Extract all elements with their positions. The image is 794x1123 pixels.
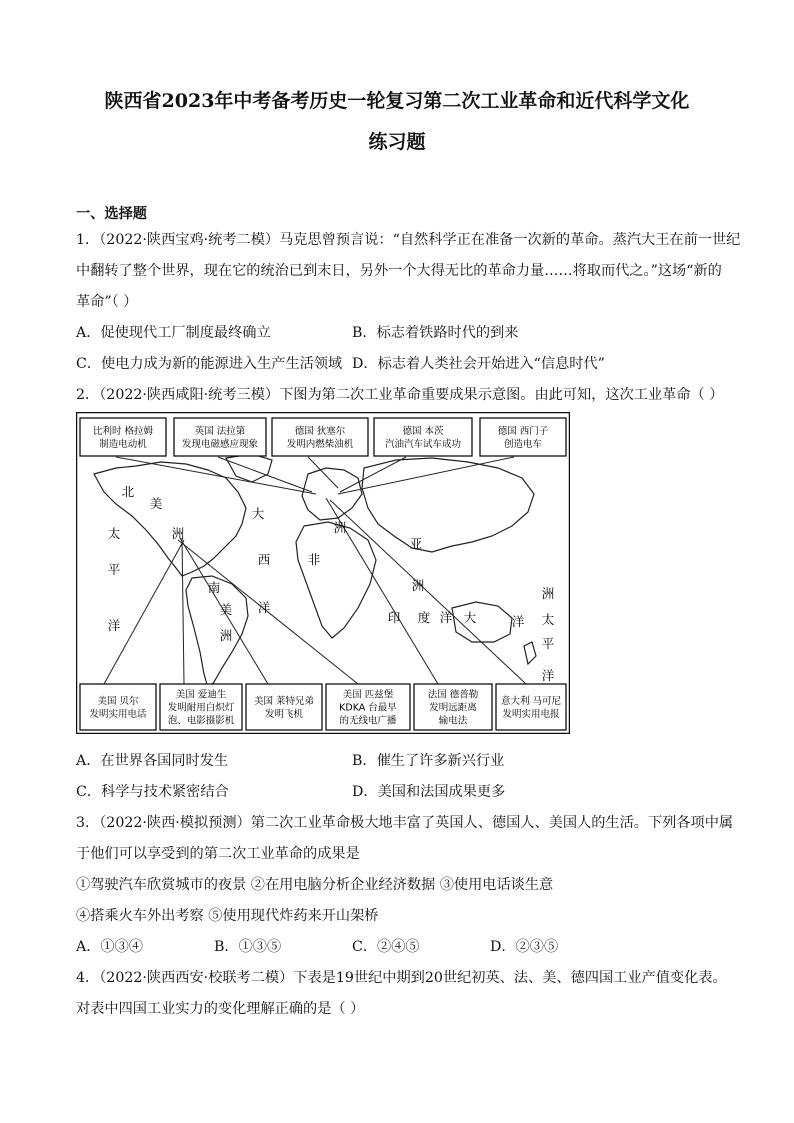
bottom-caption-box-2-line-2: 发明耐用白炽灯 xyxy=(167,702,235,714)
bottom-caption-box-2-line-3: 泡、电影摄影机 xyxy=(167,715,235,727)
top-caption-box-3 xyxy=(272,418,368,456)
q2-stem: 2．（2022·陕西咸阳·统考三模）下图为第二次工业革命重要成果示意图。由此可知，这次工业革命（ ） xyxy=(76,387,724,403)
map-label-18: 度 xyxy=(417,610,431,625)
bottom-caption-box-1-line-2: 发明实用电话 xyxy=(89,709,147,720)
top-caption-boxes xyxy=(80,418,566,456)
map-label-3: 洲 xyxy=(171,526,185,541)
industrial-revolution-map-figure xyxy=(76,412,570,734)
q2-option-c: C．科学与技术紧密结合 xyxy=(76,784,229,800)
q1-stem-line2: 中翻转了整个世界，现在它的统治已到末日，另外一个大得无比的革命力量……将取而代之。”这场“新的 xyxy=(76,263,722,279)
top-caption-box-4-line-1: 德国 本茨 xyxy=(402,426,444,437)
map-label-5: 平 xyxy=(107,562,121,577)
map-label-15: 亚 xyxy=(409,536,423,551)
q3-stem-line2: 于他们可以享受到的第二次工业革命的成果是 xyxy=(76,846,360,862)
map-label-6: 洋 xyxy=(107,618,121,633)
q1-option-b: B．标志着铁路时代的到来 xyxy=(352,325,519,341)
map-label-14: 洲 xyxy=(333,520,347,535)
bottom-caption-box-4-line-3: 的无线电广播 xyxy=(339,715,397,727)
map-label-21: 洋 xyxy=(511,614,525,629)
bottom-caption-box-5 xyxy=(414,684,492,730)
map-label-11: 西 xyxy=(257,552,271,567)
bottom-caption-box-4-line-2: KDKA 台最早 xyxy=(339,702,397,714)
q2-option-a: A．在世界各国同时发生 xyxy=(76,753,229,769)
q1-stem-line3: 革命”（ ） xyxy=(76,294,138,310)
map-label-2: 美 xyxy=(149,496,163,511)
top-caption-box-2-line-2: 发现电磁感应现象 xyxy=(181,439,259,450)
map-label-22: 洲 xyxy=(541,586,555,601)
q3-option-d: D．②③⑤ xyxy=(490,939,559,955)
q3-stem-line1: 3．（2022·陕西·模拟预测）第二次工业革命极大地丰富了英国人、德国人、美国人的生活。下列各项中属 xyxy=(76,815,734,831)
map-label-1: 北 xyxy=(121,484,135,499)
map-label-20: 大 xyxy=(463,610,477,625)
q2-option-d: D．美国和法国成果更多 xyxy=(352,784,506,800)
bottom-caption-box-1-line-1: 美国 贝尔 xyxy=(97,696,139,707)
page-subtitle: 练习题 xyxy=(368,131,426,153)
map-label-19: 洋 xyxy=(439,610,453,625)
bottom-caption-box-3 xyxy=(246,684,322,730)
map-label-16: 洲 xyxy=(411,578,425,593)
map-label-23: 太 xyxy=(541,612,555,627)
bottom-caption-box-5-line-3: 输电法 xyxy=(438,715,468,727)
top-caption-box-4 xyxy=(374,418,472,456)
q1-stem-line1: 1．（2022·陕西宝鸡·统考二模）马克思曾预言说：“自然科学正在准备一次新的革命。蒸汽大王在前一世纪 xyxy=(76,232,741,248)
map-label-4: 太 xyxy=(107,526,121,541)
top-caption-box-1-line-2: 制造电动机 xyxy=(99,439,147,450)
q4-stem-line2: 对表中四国工业实力的变化理解正确的是（ ） xyxy=(76,1001,365,1017)
bottom-caption-box-3-line-2: 发明飞机 xyxy=(264,709,304,720)
top-caption-box-1-line-1: 比利时 格拉姆 xyxy=(92,426,154,437)
bottom-caption-box-3-line-1: 美国 莱特兄弟 xyxy=(253,696,315,707)
bottom-caption-box-5-line-1: 法国 德普勒 xyxy=(427,689,479,701)
q3-option-b: B．①③⑤ xyxy=(214,939,282,955)
q3-items-line2: ④搭乘火车外出考察 ⑤使用现代炸药来开山架桥 xyxy=(76,908,379,924)
top-caption-box-1 xyxy=(80,418,166,456)
map-label-9: 洲 xyxy=(219,628,233,643)
map-label-7: 南 xyxy=(207,580,221,595)
q4-stem-line1: 4．（2022·陕西西安·校联考二模）下表是19世纪中期到20世纪初英、法、美、德四国工业产值变化表。 xyxy=(76,970,727,986)
q1-option-d: D．标志着人类社会开始进入“信息时代” xyxy=(352,356,605,372)
bottom-caption-box-6-line-2: 发明实用电报 xyxy=(502,709,560,720)
q3-items-line1: ①驾驶汽车欣赏城市的夜景 ②在用电脑分析企业经济数据 ③使用电话谈生意 xyxy=(76,877,554,893)
map-label-12: 洋 xyxy=(257,600,271,615)
q1-option-c: C．使电力成为新的能源进入生产生活领域 xyxy=(76,356,343,372)
top-caption-box-5-line-1: 德国 西门子 xyxy=(497,426,549,437)
page-title: 陕西省2023年中考备考历史一轮复习第二次工业革命和近代科学文化 xyxy=(104,90,690,112)
top-caption-box-2-line-1: 英国 法拉第 xyxy=(194,426,246,437)
bottom-caption-box-4 xyxy=(326,684,410,730)
q3-option-c: C．②④⑤ xyxy=(352,939,420,955)
top-caption-box-3-line-1: 德国 狄塞尔 xyxy=(294,426,346,437)
map-label-25: 洋 xyxy=(541,668,555,683)
bottom-caption-box-2-line-1: 美国 爱迪生 xyxy=(175,689,227,701)
top-caption-box-2 xyxy=(174,418,266,456)
bottom-caption-box-6-line-1: 意大利 马可尼 xyxy=(500,696,562,707)
top-caption-box-3-line-2: 发明内燃柴油机 xyxy=(286,439,354,450)
bottom-caption-box-6 xyxy=(496,684,566,730)
map-label-13: 非 xyxy=(307,552,321,567)
map-label-24: 平 xyxy=(541,636,555,651)
q1-option-a: A．促使现代工厂制度最终确立 xyxy=(76,325,271,341)
top-caption-box-5-line-2: 创造电车 xyxy=(503,439,543,450)
map-label-17: 印 xyxy=(387,610,401,625)
bottom-caption-box-5-line-2: 发明远距离 xyxy=(429,702,477,714)
bottom-caption-box-4-line-1: 美国 匹兹堡 xyxy=(342,689,394,701)
map-label-8: 美 xyxy=(219,602,233,617)
q2-option-b: B．催生了许多新兴行业 xyxy=(352,753,505,769)
top-caption-box-4-line-2: 汽油汽车试车成功 xyxy=(384,439,462,450)
section-heading: 一、选择题 xyxy=(76,206,147,222)
bottom-caption-box-1 xyxy=(80,684,156,730)
bottom-caption-box-2 xyxy=(160,684,242,730)
q3-option-a: A．①③④ xyxy=(76,939,143,955)
top-caption-box-5 xyxy=(480,418,566,456)
map-label-10: 大 xyxy=(251,506,265,521)
